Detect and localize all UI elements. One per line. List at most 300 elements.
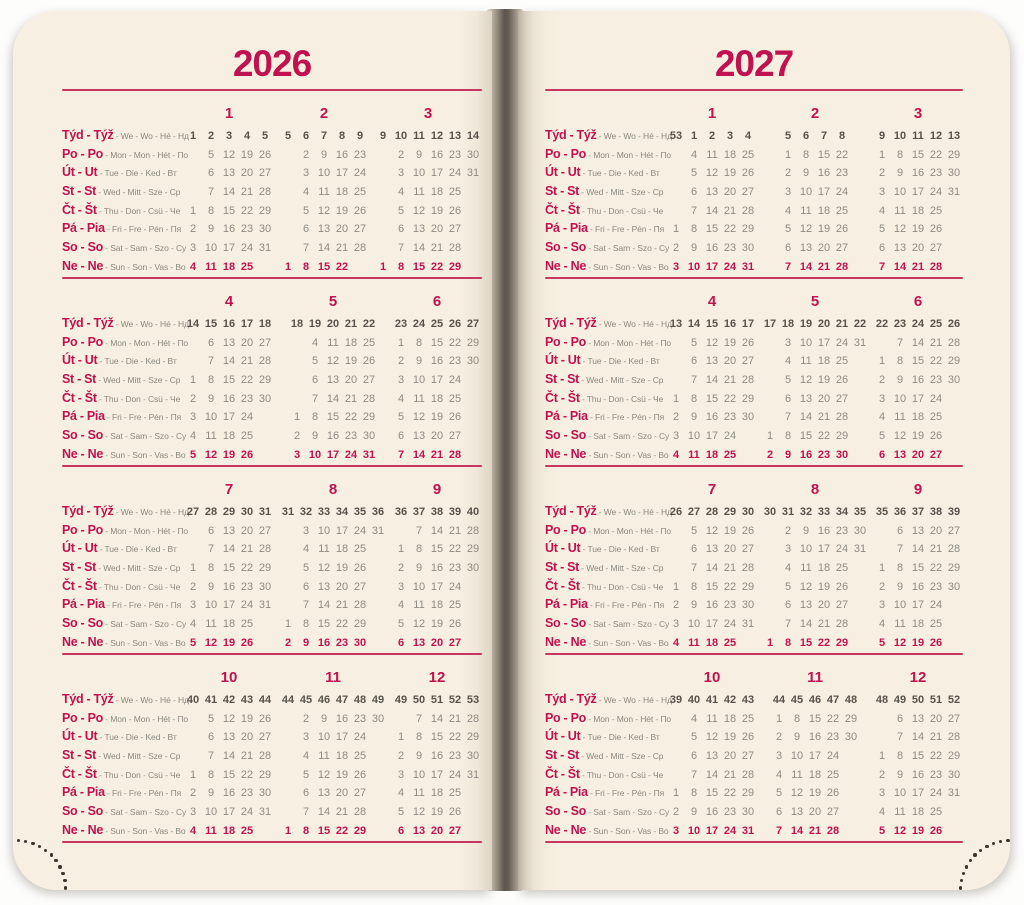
date-cell: 28 <box>835 260 849 273</box>
week-number-cell: 18 <box>781 318 795 330</box>
date-cell: 17 <box>430 167 444 180</box>
date-cell: 25 <box>835 355 849 368</box>
week-number-cell: 17 <box>763 318 777 330</box>
day-label-abbrev: Ne - Ne <box>545 258 586 273</box>
date-cell: 21 <box>335 242 349 255</box>
week-number-cell: 29 <box>723 506 737 518</box>
day-label <box>62 821 184 840</box>
day-row <box>184 614 274 633</box>
date-cell: 8 <box>207 768 215 781</box>
date-cell: 17 <box>817 186 831 199</box>
date-cell: 10 <box>317 524 331 537</box>
sunday-row <box>279 633 387 652</box>
week-number-cell: 20 <box>326 318 340 330</box>
day-label <box>62 595 184 614</box>
sunday-row <box>770 821 860 840</box>
date-cell: 21 <box>240 355 254 368</box>
date-cell: 17 <box>705 430 719 443</box>
date-cell: 23 <box>817 448 831 461</box>
date-cell: 17 <box>817 336 831 349</box>
week-number-row <box>761 314 869 333</box>
date-cell: 3 <box>189 806 197 819</box>
date-cell: 4 <box>397 392 405 405</box>
day-label-abbrev: Čt - Št <box>545 390 580 405</box>
day-label-abbrev: Po - Po <box>545 334 586 349</box>
day-row <box>184 595 274 614</box>
date-cell: 23 <box>344 430 358 443</box>
date-cell: 10 <box>893 392 907 405</box>
day-row <box>392 539 482 558</box>
date-cell: 21 <box>723 768 737 781</box>
date-cell: 3 <box>878 392 886 405</box>
date-cell: 6 <box>311 374 319 387</box>
month-number: 10 <box>703 669 721 686</box>
date-cell: 14 <box>799 411 813 424</box>
date-cell: 31 <box>362 448 376 461</box>
week-number-cell: 26 <box>448 318 462 330</box>
day-row <box>761 389 869 408</box>
week-number-row <box>279 502 387 521</box>
date-cell: 13 <box>705 543 719 556</box>
day-row <box>761 521 869 540</box>
date-cell: 16 <box>799 448 813 461</box>
date-cell: 1 <box>878 562 886 575</box>
date-cell: 6 <box>302 580 310 593</box>
sunday-row <box>374 257 482 276</box>
day-row <box>279 521 387 540</box>
week-number-cell: 16 <box>723 318 737 330</box>
date-cell: 15 <box>430 731 444 744</box>
day-label-abbrev: Pá - Pia <box>62 221 105 236</box>
day-label-abbrev: Čt - Št <box>545 202 580 217</box>
date-cell: 13 <box>222 731 236 744</box>
date-cell: 1 <box>293 411 301 424</box>
week-number-cell: 21 <box>344 318 358 330</box>
date-cell: 30 <box>741 411 755 424</box>
date-cell: 12 <box>790 787 804 800</box>
date-cell: 19 <box>911 824 925 837</box>
date-cell: 18 <box>911 204 925 217</box>
date-cell: 10 <box>687 430 701 443</box>
date-cell: 10 <box>317 731 331 744</box>
date-cell: 1 <box>766 636 774 649</box>
date-cell: 17 <box>911 599 925 612</box>
date-cell: 11 <box>800 562 812 575</box>
date-cell: 5 <box>878 824 886 837</box>
day-row <box>184 558 274 577</box>
date-cell: 4 <box>878 618 886 631</box>
date-cell: 17 <box>911 392 925 405</box>
date-cell: 12 <box>705 167 719 180</box>
date-cell: 13 <box>893 242 907 255</box>
date-cell: 22 <box>240 768 254 781</box>
date-cell: 19 <box>344 355 358 368</box>
date-cell: 21 <box>723 374 737 387</box>
day-label-abbrev: Ne - Ne <box>545 446 586 461</box>
day-row <box>761 539 869 558</box>
day-row <box>667 333 757 352</box>
week-number-cell: 26 <box>947 318 961 330</box>
date-cell: 9 <box>320 148 328 161</box>
day-label-abbrev: Týd - Týž <box>545 504 597 518</box>
day-row <box>392 407 482 426</box>
day-label <box>545 351 667 370</box>
date-cell: 28 <box>947 336 961 349</box>
day-label-translations: - Sun - Son - Vas - Во <box>102 449 186 460</box>
week-number-cell: 15 <box>204 318 218 330</box>
date-cell: 12 <box>705 731 719 744</box>
month-block-1 <box>184 104 274 277</box>
date-cell: 11 <box>894 204 906 217</box>
date-cell: 28 <box>353 806 367 819</box>
day-row <box>770 765 860 784</box>
week-number-cell: 5 <box>261 130 269 142</box>
day-row <box>392 558 482 577</box>
date-cell: 10 <box>687 260 701 273</box>
day-row <box>288 370 378 389</box>
date-cell: 16 <box>705 411 719 424</box>
date-cell: 26 <box>741 336 755 349</box>
date-cell: 13 <box>412 824 426 837</box>
date-cell: 9 <box>207 392 215 405</box>
week-number-cell: 14 <box>186 318 200 330</box>
date-cell: 19 <box>222 636 236 649</box>
day-label-abbrev: So - So <box>545 616 586 631</box>
day-label-translations: - We - Wo - Hé - Нд <box>113 131 189 141</box>
date-cell: 4 <box>878 204 886 217</box>
date-cell: 16 <box>430 562 444 575</box>
date-cell: 18 <box>817 204 831 217</box>
day-label-translations: - Fri - Fre - Pén - Пя <box>587 788 665 799</box>
week-number-cell: 12 <box>929 130 943 142</box>
week-number-cell: 49 <box>371 694 385 706</box>
date-cell: 31 <box>258 806 272 819</box>
sunday-row <box>779 257 851 276</box>
date-cell: 11 <box>327 336 339 349</box>
date-cell: 6 <box>775 806 783 819</box>
day-row <box>184 783 274 802</box>
date-cell: 4 <box>784 355 792 368</box>
date-cell: 10 <box>204 242 218 255</box>
sunday-row <box>761 633 869 652</box>
day-label <box>62 163 184 182</box>
date-cell: 24 <box>929 599 943 612</box>
week-number-cell: 23 <box>893 318 907 330</box>
date-cell: 13 <box>412 636 426 649</box>
day-label-abbrev: St - St <box>62 748 97 763</box>
week-number-cell: 50 <box>412 694 426 706</box>
day-row <box>392 783 482 802</box>
date-cell: 9 <box>802 167 810 180</box>
day-label-abbrev: Út - Ut <box>62 541 98 556</box>
week-number-row <box>392 690 482 709</box>
date-cell: 9 <box>690 806 698 819</box>
date-cell: 28 <box>353 242 367 255</box>
day-label <box>545 502 672 521</box>
date-cell: 13 <box>911 712 925 725</box>
date-cell: 18 <box>817 562 831 575</box>
week-number-cell: 8 <box>338 130 346 142</box>
day-row <box>873 539 963 558</box>
date-cell: 10 <box>799 336 813 349</box>
perforation-dot <box>63 879 66 882</box>
date-cell: 25 <box>929 411 943 424</box>
week-number-cell: 40 <box>466 506 480 518</box>
date-cell: 9 <box>690 411 698 424</box>
date-cell: 25 <box>826 768 840 781</box>
date-cell: 10 <box>317 167 331 180</box>
date-cell: 13 <box>412 223 426 236</box>
date-cell: 24 <box>353 167 367 180</box>
date-cell: 22 <box>240 204 254 217</box>
date-cell: 22 <box>430 260 444 273</box>
date-cell: 17 <box>222 806 236 819</box>
week-number-cell: 19 <box>308 318 322 330</box>
date-cell: 22 <box>817 430 831 443</box>
day-label-translations: - Fri - Fre - Pén - Пя <box>587 224 665 235</box>
date-cell: 25 <box>929 204 943 217</box>
day-label-translations: - Tue - Die - Ked - Вт <box>580 732 660 743</box>
date-cell: 3 <box>672 824 680 837</box>
date-cell: 29 <box>947 750 961 763</box>
day-row <box>279 577 387 596</box>
date-cell: 1 <box>189 374 197 387</box>
date-cell: 12 <box>317 562 331 575</box>
month-block-7 <box>184 480 274 653</box>
perforation-dot <box>58 865 61 868</box>
day-label <box>545 182 667 201</box>
day-label-translations: - Wed - Mitt - Sze - Ср <box>96 751 181 762</box>
date-cell: 30 <box>466 148 480 161</box>
day-label <box>62 445 184 464</box>
day-label-translations: - Sun - Son - Vas - Во <box>102 825 186 836</box>
day-row <box>779 219 851 238</box>
date-cell: 12 <box>705 336 719 349</box>
day-label-translations: - Sat - Sam - Szo - Су <box>585 431 670 442</box>
day-label-translations: - Mon - Mon - Hét - По <box>102 525 189 536</box>
date-cell: 5 <box>207 712 215 725</box>
date-cell: 26 <box>929 636 943 649</box>
date-cell: 24 <box>723 430 737 443</box>
week-number-row <box>279 690 387 709</box>
date-cell: 15 <box>317 260 331 273</box>
day-label-abbrev: Pá - Pia <box>62 597 105 612</box>
week-number-cell: 9 <box>878 130 886 142</box>
date-cell: 13 <box>317 580 331 593</box>
date-cell: 4 <box>672 448 680 461</box>
day-row <box>667 709 757 728</box>
day-label-translations: - Tue - Die - Ked - Вт <box>97 168 177 179</box>
week-number-cell: 13 <box>669 318 683 330</box>
week-number-cell: 2 <box>207 130 215 142</box>
month-block-2 <box>779 104 851 277</box>
date-cell: 18 <box>335 750 349 763</box>
day-row <box>667 351 757 370</box>
date-cell: 11 <box>413 186 425 199</box>
day-label-abbrev: Ne - Ne <box>62 258 103 273</box>
day-label-abbrev: So - So <box>545 428 586 443</box>
date-cell: 3 <box>397 580 405 593</box>
date-cell: 13 <box>412 430 426 443</box>
day-label-abbrev: Út - Ut <box>62 165 98 180</box>
day-row <box>392 426 482 445</box>
date-cell: 20 <box>430 223 444 236</box>
date-cell: 29 <box>353 824 367 837</box>
day-label-abbrev: Týd - Týž <box>545 692 597 706</box>
day-row <box>279 595 387 614</box>
day-row <box>667 577 757 596</box>
date-cell: 4 <box>397 787 405 800</box>
date-cell: 6 <box>690 186 698 199</box>
day-label-abbrev: Čt - Št <box>545 578 580 593</box>
week-number-cell: 11 <box>413 130 425 142</box>
week-number-cell: 22 <box>875 318 889 330</box>
date-cell: 6 <box>690 543 698 556</box>
date-cell: 24 <box>723 618 737 631</box>
week-number-cell: 44 <box>772 694 786 706</box>
date-cell: 1 <box>284 618 292 631</box>
week-number-cell: 27 <box>466 318 480 330</box>
date-cell: 14 <box>911 731 925 744</box>
date-cell: 16 <box>222 392 236 405</box>
day-row <box>279 765 387 784</box>
sunday-row <box>184 445 274 464</box>
day-label-column <box>545 668 672 841</box>
date-cell: 2 <box>784 524 792 537</box>
week-number-cell: 10 <box>893 130 907 142</box>
day-label <box>62 539 184 558</box>
date-cell: 1 <box>672 223 680 236</box>
day-label-translations: - Sat - Sam - Szo - Су <box>102 619 187 630</box>
month-number: 5 <box>328 293 338 310</box>
date-cell: 28 <box>947 731 961 744</box>
date-cell: 21 <box>723 562 737 575</box>
perforation-dot <box>50 853 53 856</box>
date-cell: 9 <box>896 768 904 781</box>
date-cell: 28 <box>741 374 755 387</box>
day-label <box>545 370 667 389</box>
day-row <box>184 521 274 540</box>
day-row <box>761 577 869 596</box>
week-number-cell: 26 <box>669 506 683 518</box>
date-cell: 30 <box>741 599 755 612</box>
day-label-column <box>545 104 672 277</box>
date-cell: 11 <box>413 787 425 800</box>
date-cell: 29 <box>258 768 272 781</box>
week-number-cell: 24 <box>911 318 925 330</box>
month-block-3 <box>374 104 482 277</box>
date-cell: 16 <box>817 524 831 537</box>
date-cell: 11 <box>413 599 425 612</box>
date-cell: 16 <box>430 355 444 368</box>
week-number-cell: 9 <box>379 130 387 142</box>
date-cell: 29 <box>466 543 480 556</box>
day-label <box>62 783 184 802</box>
day-label <box>62 314 189 333</box>
date-cell: 25 <box>362 336 376 349</box>
date-cell: 16 <box>911 768 925 781</box>
date-cell: 20 <box>723 543 737 556</box>
date-cell: 13 <box>790 806 804 819</box>
date-cell: 7 <box>207 355 215 368</box>
month-block-6 <box>392 292 482 465</box>
quarter-block-3 <box>62 467 482 653</box>
date-cell: 10 <box>412 374 426 387</box>
day-label-translations: - Sat - Sam - Szo - Су <box>585 807 670 818</box>
date-cell: 12 <box>893 430 907 443</box>
week-number-row <box>770 690 860 709</box>
date-cell: 5 <box>784 223 792 236</box>
date-cell: 8 <box>207 204 215 217</box>
date-cell: 9 <box>896 374 904 387</box>
date-cell: 24 <box>448 580 462 593</box>
months-row <box>667 292 963 465</box>
date-cell: 22 <box>929 750 943 763</box>
date-cell: 4 <box>878 806 886 819</box>
day-label <box>62 802 187 821</box>
date-cell: 27 <box>741 186 755 199</box>
date-cell: 8 <box>415 731 423 744</box>
date-cell: 3 <box>189 411 197 424</box>
month-number: 4 <box>224 293 234 310</box>
day-row <box>279 709 387 728</box>
date-cell: 15 <box>911 355 925 368</box>
date-cell: 3 <box>784 336 792 349</box>
day-label-abbrev: Čt - Št <box>62 202 97 217</box>
date-cell: 8 <box>784 430 792 443</box>
date-cell: 14 <box>222 186 236 199</box>
day-label-abbrev: Po - Po <box>545 522 586 537</box>
date-cell: 12 <box>326 355 340 368</box>
day-row <box>184 765 274 784</box>
date-cell: 2 <box>397 750 405 763</box>
date-cell: 14 <box>222 750 236 763</box>
date-cell: 14 <box>705 562 719 575</box>
week-number-cell: 17 <box>240 318 254 330</box>
perforation-dot <box>985 845 988 848</box>
date-cell: 10 <box>412 580 426 593</box>
week-number-cell: 46 <box>317 694 331 706</box>
sunday-row <box>279 257 369 276</box>
date-cell: 3 <box>397 374 405 387</box>
week-number-row <box>873 126 963 145</box>
date-cell: 20 <box>723 750 737 763</box>
date-cell: 19 <box>817 374 831 387</box>
month-block-2 <box>279 104 369 277</box>
date-cell: 28 <box>448 242 462 255</box>
day-label <box>545 163 667 182</box>
date-cell: 24 <box>240 599 254 612</box>
day-label <box>62 201 184 220</box>
date-cell: 6 <box>784 242 792 255</box>
month-block-4 <box>184 292 274 465</box>
day-label <box>62 145 189 164</box>
day-label <box>62 746 184 765</box>
date-cell: 15 <box>705 223 719 236</box>
date-cell: 4 <box>397 599 405 612</box>
date-cell: 20 <box>723 355 737 368</box>
date-cell: 25 <box>929 806 943 819</box>
date-cell: 12 <box>705 524 719 537</box>
date-cell: 30 <box>466 355 480 368</box>
week-number-cell: 38 <box>929 506 943 518</box>
day-row <box>873 201 963 220</box>
day-row <box>288 426 378 445</box>
date-cell: 25 <box>448 186 462 199</box>
date-cell: 20 <box>929 524 943 537</box>
day-row <box>184 577 274 596</box>
date-cell: 13 <box>222 336 236 349</box>
